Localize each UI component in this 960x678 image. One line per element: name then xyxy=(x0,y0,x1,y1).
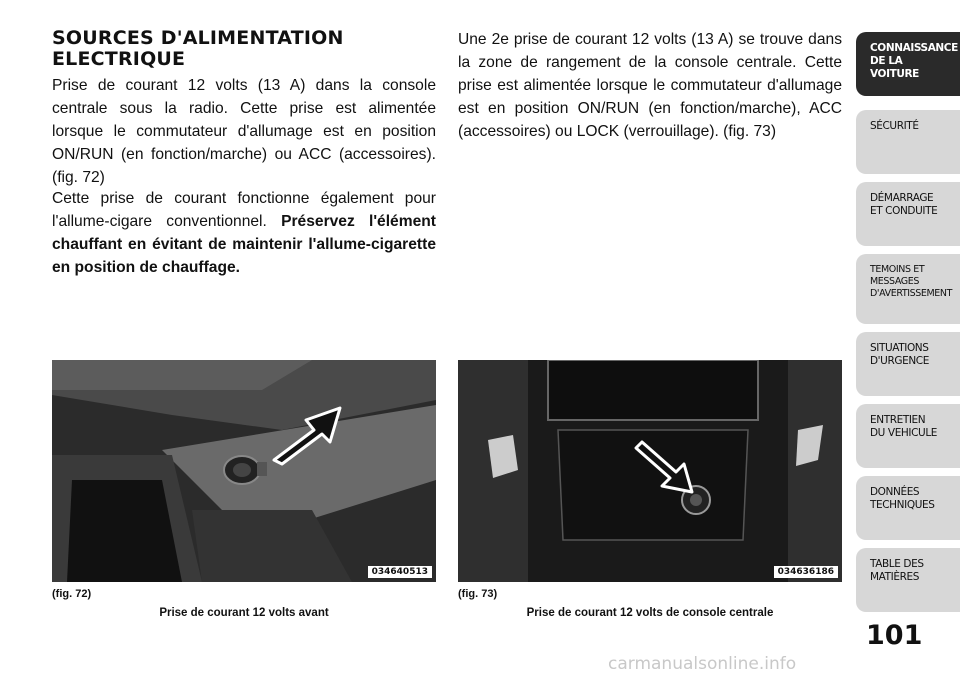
sidebar-tab-securite[interactable] xyxy=(856,110,960,174)
sidebar-tab-temoins[interactable] xyxy=(856,254,960,324)
paragraph-cigar-lighter-warning: Préservez l'élément chauffant en évitant de maintenir l'allume-cigarette en position de chauffage. xyxy=(52,213,436,276)
sidebar-tab-label: TABLE DES MATIÈRES xyxy=(870,558,924,583)
sidebar-tab-label: CONNAISSANCE DE LA VOITURE xyxy=(870,42,958,80)
figure-73-photo xyxy=(458,360,842,582)
sidebar-tab-label: DONNÉES TECHNIQUES xyxy=(870,486,935,511)
sidebar-tab-label: ENTRETIEN DU VEHICULE xyxy=(870,414,938,439)
section-title: SOURCES D'ALIMENTATION ELECTRIQUE xyxy=(52,27,344,70)
watermark: carmanualsonline.info xyxy=(608,654,797,674)
sidebar-tab-label: TEMOINS ET MESSAGES D'AVERTISSEMENT xyxy=(870,264,953,299)
sidebar-tab-situations[interactable] xyxy=(856,332,960,396)
figure-72-code: 034640513 xyxy=(368,566,432,578)
figure-72-photo xyxy=(52,360,436,582)
sidebar-tab-table-matieres[interactable] xyxy=(856,548,960,612)
sidebar-tab-label: SÉCURITÉ xyxy=(870,120,919,132)
figure-73-caption: Prise de courant 12 volts de console centrale xyxy=(526,607,774,619)
sidebar-tab-label: SITUATIONS D'URGENCE xyxy=(870,342,929,367)
paragraph-cigar-lighter-text: Cette prise de courant fonctionne également pour l'allume-cigare conventionnel. xyxy=(52,190,436,230)
paragraph-console-outlet: Une 2e prise de courant 12 volts (13 A) se trouve dans la zone de rangement de la console centrale. Cette prise est alimentée lorsque le commutateur d'allumage est en position ON/RUN (en fonction/marche), ACC (accessoires) ou LOCK (verrouillage). (fig. 73) xyxy=(458,31,842,140)
page-number: 101 xyxy=(866,620,923,651)
front-outlet-illustration xyxy=(52,360,436,582)
console-outlet-illustration xyxy=(458,360,842,582)
figure-73-code: 034636186 xyxy=(774,566,838,578)
sidebar-tab-demarrage[interactable] xyxy=(856,182,960,246)
sidebar-tab-label: DÉMARRAGE ET CONDUITE xyxy=(870,192,938,217)
paragraph-cigar-lighter xyxy=(52,187,436,279)
figure-72-caption: Prise de courant 12 volts avant xyxy=(159,607,329,619)
figure-73-label: (fig. 73) xyxy=(458,588,498,600)
sidebar-tab-entretien[interactable] xyxy=(856,404,960,468)
sidebar-tab-donnees[interactable] xyxy=(856,476,960,540)
paragraph-front-outlet: Prise de courant 12 volts (13 A) dans la console centrale sous la radio. Cette prise est alimentée lorsque le commutateur d'allumage est en position ON/RUN (en fonction/marche) ou ACC (accessoires). (fig. 72) xyxy=(52,77,436,186)
figure-72-label: (fig. 72) xyxy=(52,588,92,600)
sidebar-tab-connaissance[interactable] xyxy=(856,32,960,96)
